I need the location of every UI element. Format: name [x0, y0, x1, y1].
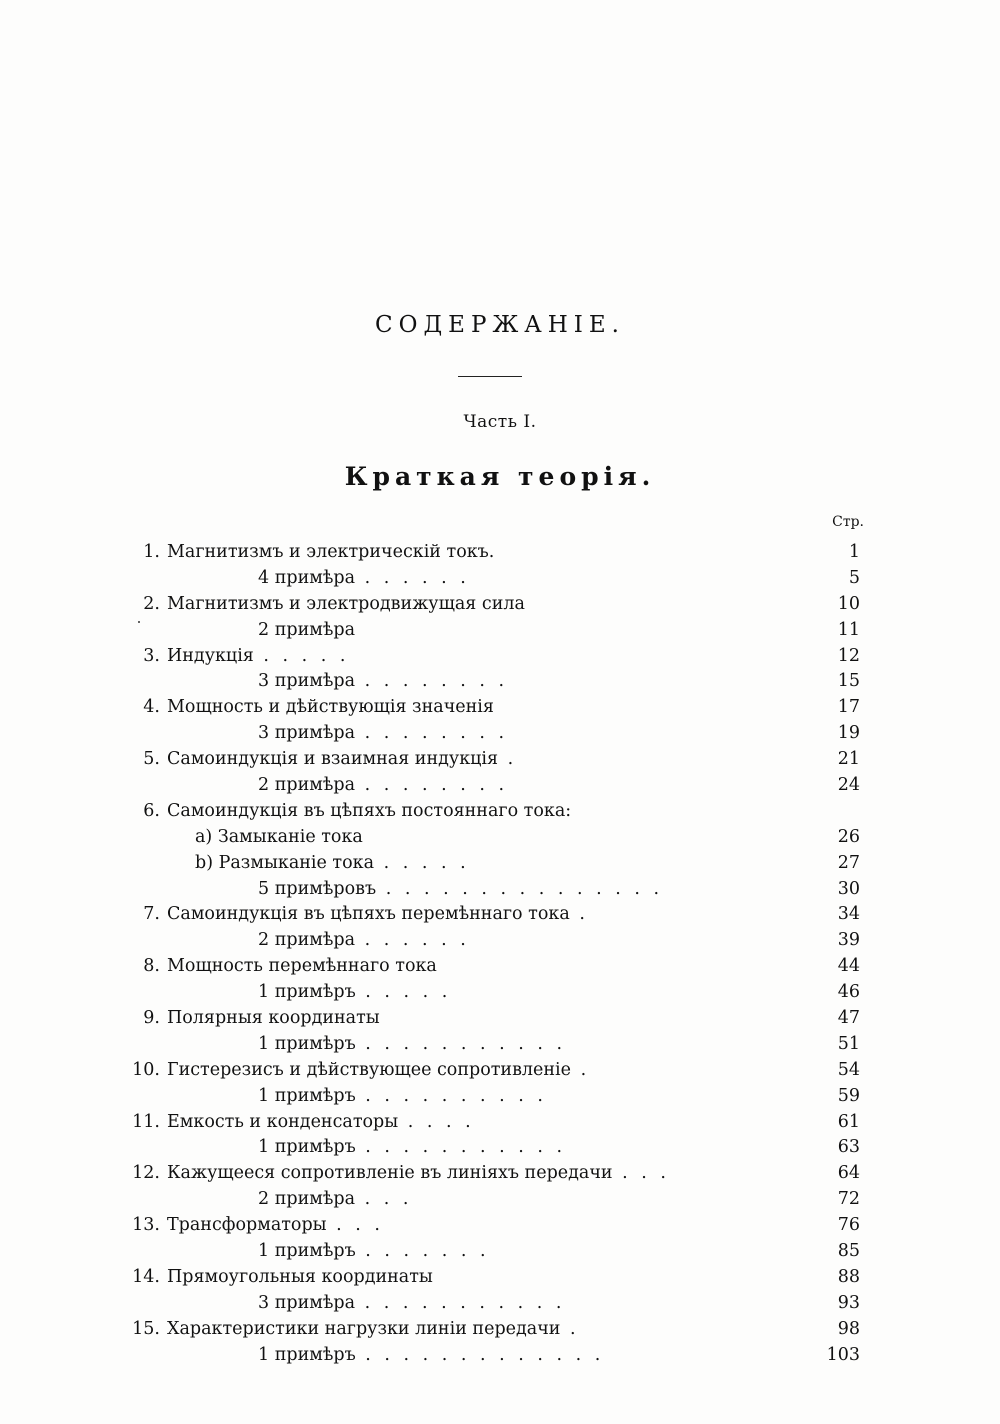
toc-entry-text	[258, 928, 470, 954]
toc-entry-title: 1 примѣръ	[258, 1241, 356, 1262]
toc-entry-text	[167, 1213, 384, 1239]
toc-entry-title: Самоиндукція въ цѣпяхъ перемѣннаго тока	[167, 904, 570, 925]
toc-entry-text	[258, 877, 663, 903]
print-speck	[138, 621, 140, 623]
toc-entry	[0, 877, 1000, 903]
toc-entry	[0, 1135, 1000, 1161]
toc-entry-page: 5	[848, 567, 860, 588]
toc-entry	[0, 1058, 1000, 1084]
toc-entry-title: Полярныя координаты	[167, 1008, 380, 1029]
toc-entry-leader: . . . . . . . . . . . . .	[355, 1344, 605, 1365]
toc-entry	[0, 1317, 1000, 1343]
toc-entry	[0, 928, 1000, 954]
toc-entry-text	[167, 1317, 580, 1343]
toc-entry-page: 27	[837, 852, 860, 873]
toc-entry	[0, 902, 1000, 928]
toc-entry-page: 76	[837, 1215, 860, 1236]
toc-entry-text	[258, 1239, 490, 1265]
toc-entry-text	[167, 1006, 380, 1032]
toc-entry-text	[167, 1110, 475, 1136]
toc-entry	[0, 1110, 1000, 1136]
toc-entry-leader: .	[569, 904, 589, 925]
toc-entry-page: 34	[837, 904, 860, 925]
toc-entry	[0, 1213, 1000, 1239]
toc-entry	[0, 669, 1000, 695]
toc-entry-page: 17	[837, 697, 860, 718]
toc-entry-text	[167, 592, 525, 618]
toc-entry	[0, 1006, 1000, 1032]
toc-entry	[0, 566, 1000, 592]
toc-entry	[0, 1343, 1000, 1369]
toc-entry-page: 11	[837, 619, 860, 640]
toc-entry-page: 61	[837, 1111, 860, 1132]
toc-entry-leader: . . . . . .	[355, 930, 470, 951]
toc-entry-page: 1	[848, 542, 860, 562]
toc-entry-title: Мощность и дѣйствующія значенія	[167, 697, 494, 718]
toc-entry-text	[258, 1032, 566, 1058]
toc-entry-title: 3 примѣра	[258, 1292, 356, 1313]
toc-entry-leader: . . . . . . . .	[355, 775, 509, 796]
toc-entry-text	[167, 747, 517, 773]
toc-entry-number: 5.	[143, 749, 160, 770]
toc-entry-page: 12	[837, 645, 860, 666]
toc-entry-page: 59	[837, 1085, 860, 1106]
toc-entry-leader: . . . . .	[253, 645, 350, 666]
toc-entry-leader: . . .	[355, 1189, 413, 1210]
toc-entry-leader: . . . . . . . . . . .	[355, 1137, 567, 1158]
toc-entry-title: 3 примѣра	[258, 671, 356, 692]
toc-entry-title: 1 примѣръ	[258, 1344, 356, 1365]
title-divider	[458, 376, 522, 377]
toc-entry-page: 30	[837, 878, 860, 899]
toc-entry-number: 14.	[132, 1266, 160, 1287]
toc-entry	[0, 954, 1000, 980]
toc-entry-title: Индукція	[167, 645, 254, 666]
toc-entry-page: 10	[837, 593, 860, 614]
toc-entry-page: 15	[837, 671, 860, 692]
toc-entry-text	[258, 669, 508, 695]
toc-entry-page: 98	[837, 1318, 860, 1339]
toc-entry-leader: .	[498, 749, 518, 770]
toc-entry-page: 85	[837, 1241, 860, 1262]
toc-entry-number: 4.	[143, 697, 160, 718]
toc-entry-title: Мощность перемѣннаго тока	[167, 956, 437, 977]
toc-entry-number: 13.	[132, 1215, 160, 1236]
toc-entry-number: 7.	[143, 904, 160, 925]
toc-entry-title: 4 примѣра	[258, 567, 356, 588]
toc-entry-leader: . . . . .	[374, 852, 470, 873]
toc-entry-text	[258, 1343, 604, 1369]
toc-entry	[0, 592, 1000, 618]
toc-entry-text	[258, 980, 451, 1006]
toc-entry-page: 51	[837, 1033, 860, 1054]
toc-entry	[0, 825, 1000, 851]
toc-entry-title: Самоиндукція и взаимная индукція	[167, 749, 499, 770]
toc-entry-text	[258, 721, 508, 747]
toc-entry-page: 46	[837, 982, 860, 1003]
toc-entry-title: 5 примѣровъ	[258, 878, 377, 899]
toc-entry	[0, 540, 1000, 566]
toc-entry-title: 1 примѣръ	[258, 1137, 356, 1158]
toc-entry-leader: . . . . . . . . . . .	[355, 1033, 567, 1054]
toc-entry-number: 6.	[143, 800, 160, 821]
toc-entry-leader: . . . . . . . .	[355, 723, 509, 744]
toc-entry	[0, 1291, 1000, 1317]
toc-entry-leader: . . . . . . . . . . .	[355, 1292, 566, 1313]
toc-entry-leader: . . . . . . . . . . . . . . .	[376, 878, 664, 899]
toc-entry-leader: . . . . . . . .	[355, 671, 509, 692]
toc-entry-number: 10.	[132, 1059, 160, 1080]
toc-entry-text	[258, 566, 470, 592]
toc-entry-title: Магнитизмъ и электродвижущая сила	[167, 593, 525, 614]
toc-entry-title: Магнитизмъ и электрическій токъ.	[167, 542, 495, 562]
toc-entry-page: 21	[837, 749, 860, 770]
toc-entry-number: 3.	[143, 645, 160, 666]
page-title: СОДЕРЖАНІЕ.	[375, 312, 625, 338]
toc-entry	[0, 1239, 1000, 1265]
page-column-header: Стр.	[832, 514, 864, 530]
toc-entry-page: 88	[837, 1266, 860, 1287]
toc-entry-page: 44	[837, 956, 860, 977]
toc-entry	[0, 644, 1000, 670]
toc-entry	[0, 980, 1000, 1006]
toc-entry-leader: . . . . . .	[355, 567, 470, 588]
toc-entry-title: 1 примѣръ	[258, 1085, 356, 1106]
table-of-contents	[0, 540, 1000, 1369]
part-heading: Часть I.	[463, 412, 537, 432]
toc-entry	[0, 747, 1000, 773]
toc-entry-leader: . . .	[612, 1163, 670, 1184]
toc-entry-page: 63	[837, 1137, 860, 1158]
toc-entry-number: 8.	[143, 956, 160, 977]
toc-entry-text	[167, 799, 571, 825]
toc-entry-text	[167, 1265, 433, 1291]
toc-entry-page: 93	[837, 1292, 860, 1313]
toc-entry-leader: . . . . . . . . . .	[355, 1085, 547, 1106]
toc-entry-number: 11.	[132, 1111, 160, 1132]
toc-entry	[0, 1032, 1000, 1058]
toc-entry-title: Трансформаторы	[167, 1215, 327, 1236]
toc-entry-title: 2 примѣра	[258, 619, 356, 640]
toc-entry-title: a) Замыканіе тока	[195, 826, 363, 847]
toc-entry	[0, 1161, 1000, 1187]
toc-entry-number: 12.	[132, 1163, 160, 1184]
toc-entry-title: 2 примѣра	[258, 1189, 356, 1210]
toc-entry-text	[167, 540, 494, 566]
toc-entry-leader: . . .	[326, 1215, 384, 1236]
toc-entry-title: 2 примѣра	[258, 775, 356, 796]
toc-entry-page: 47	[837, 1008, 860, 1029]
toc-entry	[0, 1187, 1000, 1213]
toc-entry	[0, 721, 1000, 747]
toc-entry-leader: . . . . .	[355, 982, 452, 1003]
toc-entry-title: b) Размыканіе тока	[195, 852, 375, 873]
toc-entry	[0, 1084, 1000, 1110]
toc-entry-page: 26	[837, 826, 860, 847]
toc-entry-text	[258, 1187, 412, 1213]
toc-entry-title: Гистерезисъ и дѣйствующее сопротивленіе	[167, 1059, 572, 1080]
toc-entry-number: 9.	[143, 1008, 160, 1029]
toc-entry	[0, 695, 1000, 721]
toc-entry-text	[258, 773, 508, 799]
toc-entry-title: 1 примѣръ	[258, 1033, 356, 1054]
toc-entry-title: Прямоугольныя координаты	[167, 1266, 433, 1287]
toc-entry-title: Характеристики нагрузки линіи передачи	[167, 1318, 561, 1339]
toc-entry-text	[167, 644, 349, 670]
toc-entry-text	[167, 902, 589, 928]
toc-entry	[0, 773, 1000, 799]
toc-entry-text	[258, 618, 355, 644]
toc-entry-number: 1.	[143, 542, 160, 562]
toc-entry-text	[258, 1291, 565, 1317]
section-heading: Краткая теорія.	[344, 462, 656, 491]
toc-entry-leader: . . . . . . .	[355, 1241, 490, 1262]
toc-entry-text	[167, 1058, 590, 1084]
toc-entry-title: Емкость и конденсаторы	[167, 1111, 399, 1132]
toc-entry-page: 64	[837, 1163, 860, 1184]
toc-entry-title: 1 примѣръ	[258, 982, 356, 1003]
toc-entry-text	[195, 851, 470, 877]
toc-entry-leader: . . . .	[398, 1111, 475, 1132]
toc-entry-page: 24	[837, 775, 860, 796]
toc-entry-title: 3 примѣра	[258, 723, 356, 744]
toc-entry-page: 19	[837, 723, 860, 744]
toc-entry	[0, 851, 1000, 877]
toc-entry-number: 2.	[143, 593, 160, 614]
toc-entry-text	[195, 825, 363, 851]
toc-entry	[0, 1265, 1000, 1291]
toc-entry-page: 39	[837, 930, 860, 951]
toc-entry-text	[167, 1161, 670, 1187]
toc-entry-page: 72	[837, 1189, 860, 1210]
toc-entry	[0, 618, 1000, 644]
toc-entry	[0, 799, 1000, 825]
toc-entry-text	[167, 954, 437, 980]
toc-entry-page: 103	[826, 1344, 860, 1365]
toc-entry-title: Кажущееся сопротивленіе въ линіяхъ передачи	[167, 1163, 613, 1184]
toc-entry-leader: .	[560, 1318, 580, 1339]
toc-entry-leader: .	[571, 1059, 591, 1080]
toc-entry-number: 15.	[132, 1318, 160, 1339]
toc-entry-text	[258, 1084, 547, 1110]
toc-entry-text	[167, 695, 494, 721]
toc-entry-page: 54	[837, 1059, 860, 1080]
toc-entry-text	[258, 1135, 566, 1161]
toc-entry-title: Самоиндукція въ цѣпяхъ постояннаго тока:	[167, 800, 572, 821]
toc-entry-title: 2 примѣра	[258, 930, 356, 951]
